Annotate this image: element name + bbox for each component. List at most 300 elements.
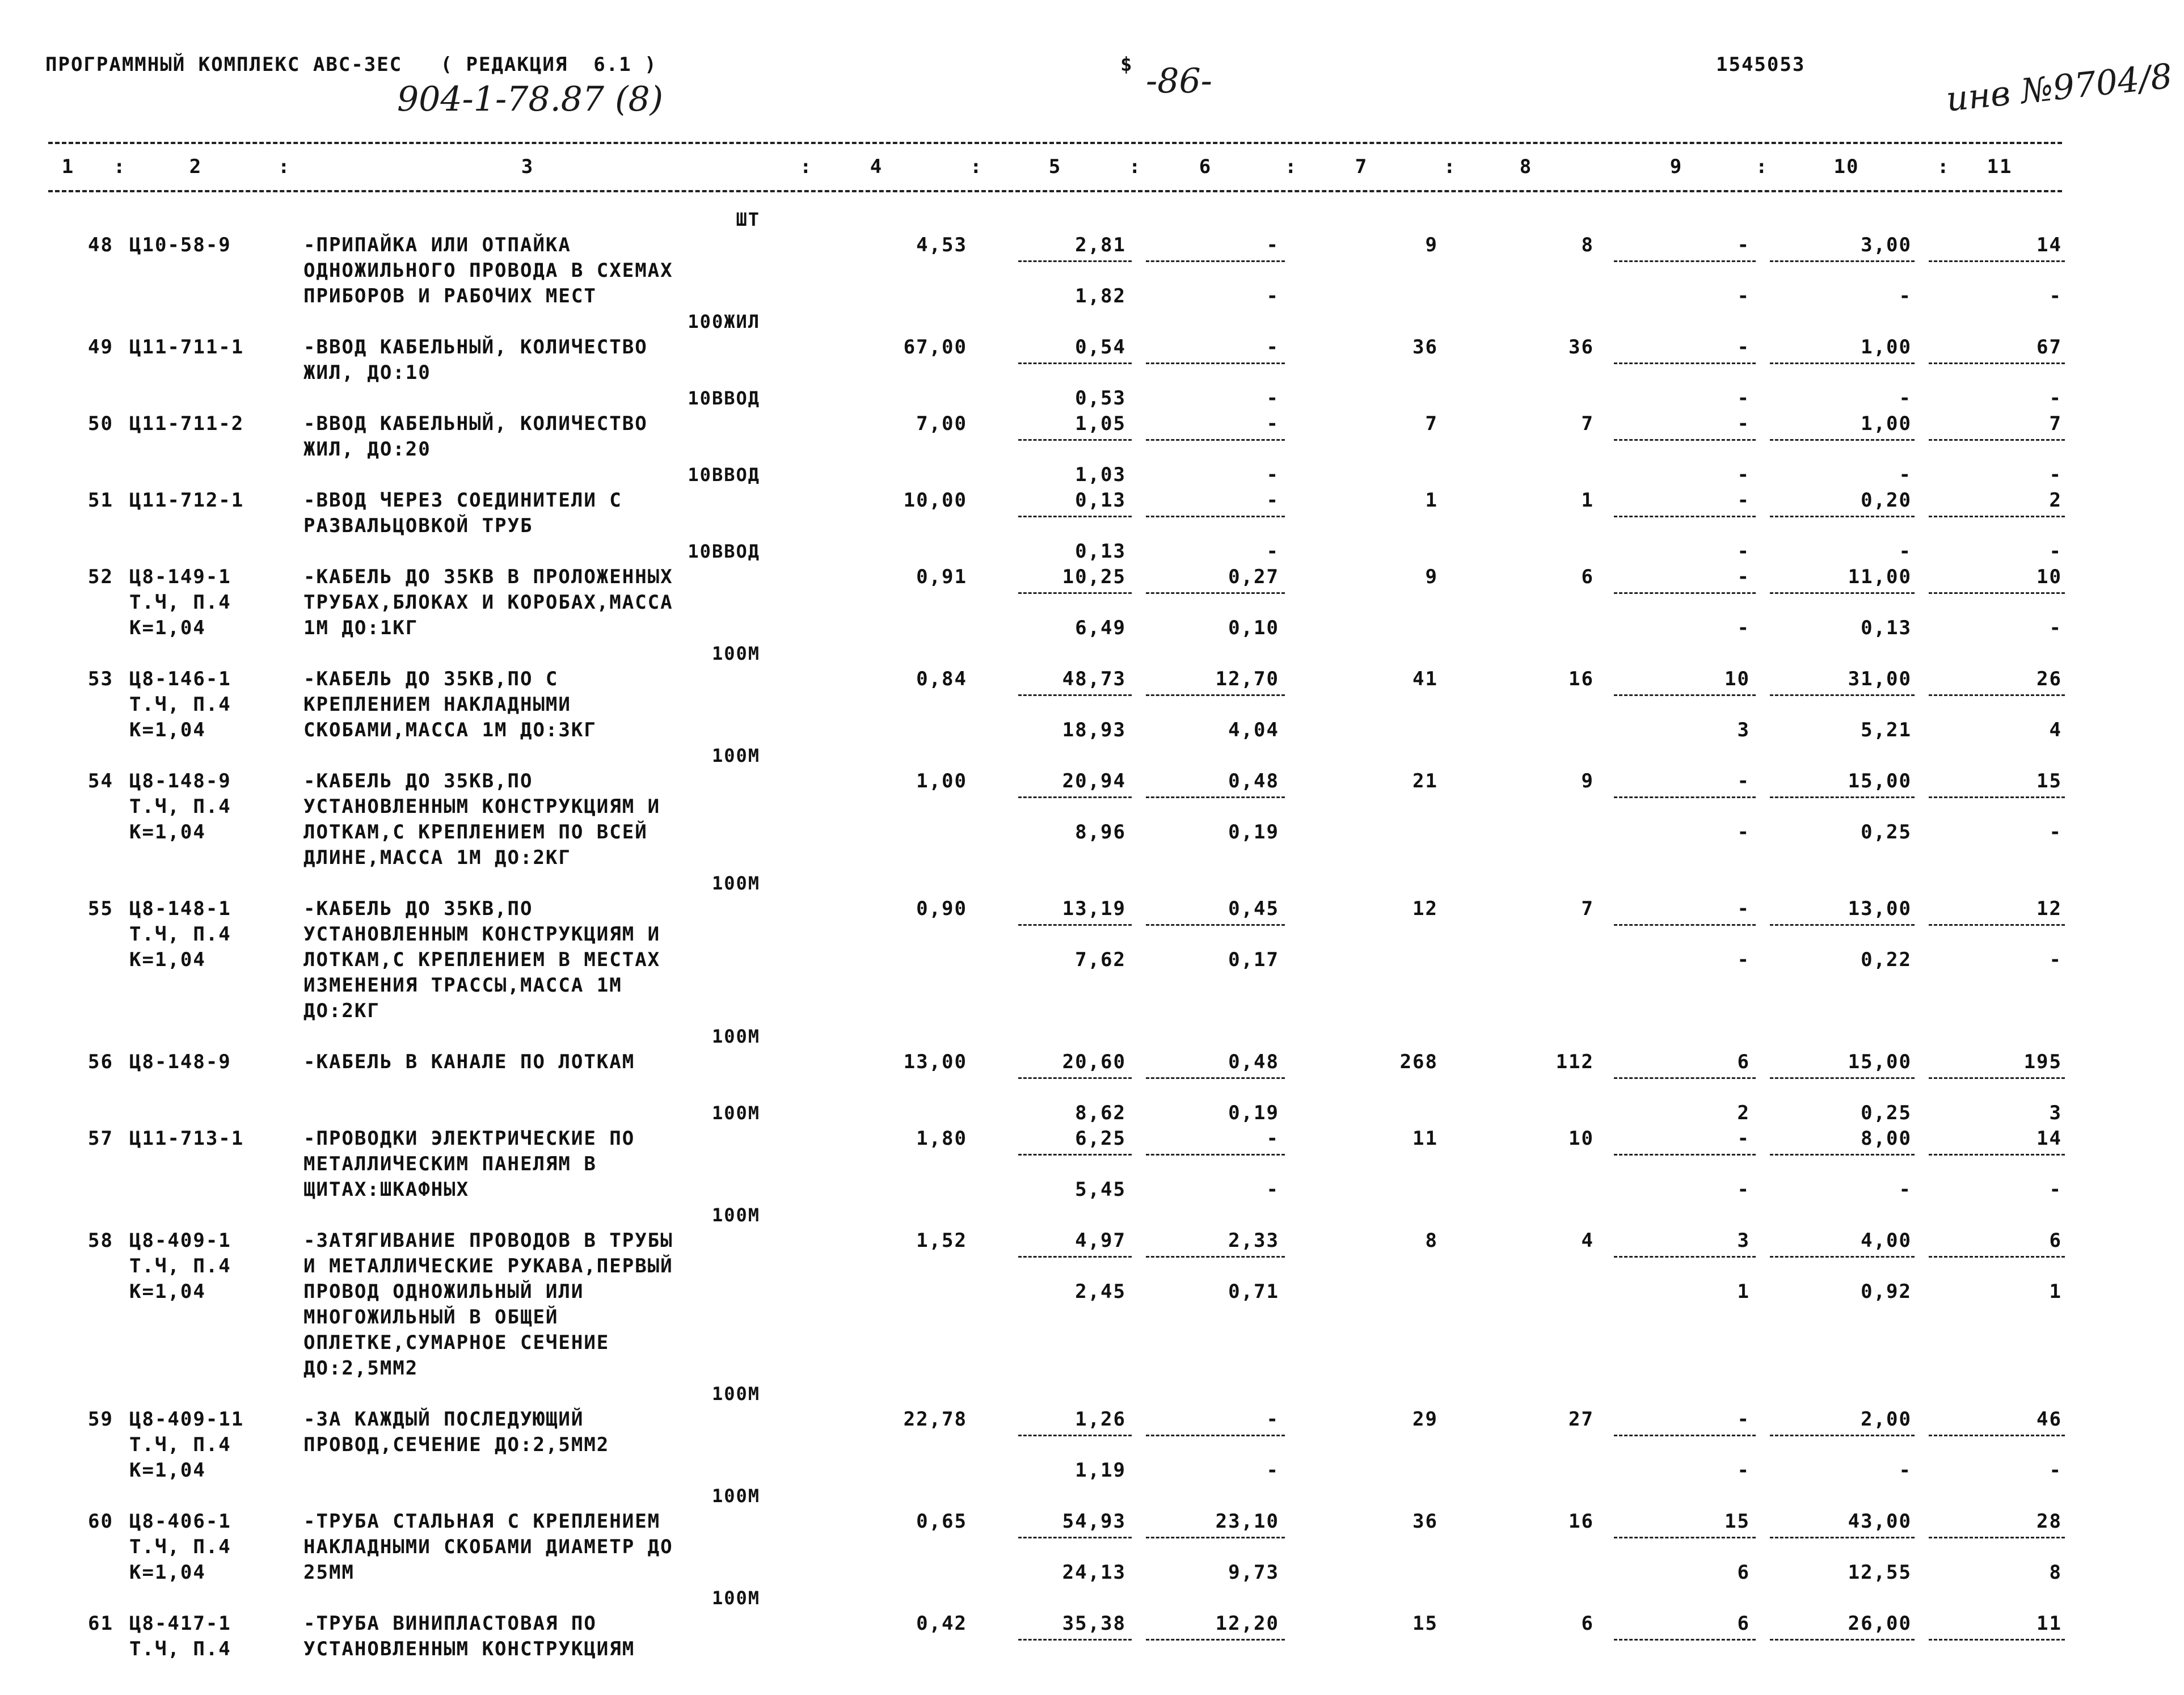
value-col-11-lower: 4 — [2049, 719, 2062, 741]
work-description: -ТРУБА СТАЛЬНАЯ С КРЕПЛЕНИЕМ — [303, 1510, 661, 1533]
value-col-11: 14 — [2037, 1127, 2062, 1150]
rate-code: К=1,04 — [129, 1561, 206, 1584]
value-col-10: 1,00 — [1861, 336, 1912, 359]
cell-divider — [1614, 1537, 1756, 1538]
value-col-9-lower: 3 — [1737, 719, 1750, 741]
quantity: 4,53 — [916, 234, 967, 256]
value-col-10: 1,00 — [1861, 412, 1912, 435]
cell-divider — [1018, 439, 1132, 441]
header-rule-top — [48, 142, 2062, 144]
dollar-mark: $ — [1120, 53, 1133, 76]
value-col-9-lower: - — [1737, 948, 1750, 971]
work-description: -КАБЕЛЬ В КАНАЛЕ ПО ЛОТКАМ — [303, 1051, 635, 1073]
value-col-10: 11,00 — [1848, 566, 1912, 588]
work-description: СКОБАМИ,МАССА 1М ДО:3КГ — [303, 719, 597, 741]
value-col-7: 41 — [1413, 668, 1438, 690]
value-col-9: - — [1737, 489, 1750, 512]
cell-divider — [1770, 260, 1915, 262]
work-description: -КАБЕЛЬ ДО 35КВ В ПРОЛОЖЕННЫХ — [303, 566, 673, 588]
work-description: -КАБЕЛЬ ДО 35КВ,ПО — [303, 897, 533, 920]
value-col-8: 16 — [1569, 1510, 1594, 1533]
cell-divider — [1146, 516, 1285, 517]
unit-of-measure: 100М — [711, 1026, 760, 1047]
work-description: МНОГОЖИЛЬНЫЙ В ОБЩЕЙ — [303, 1306, 559, 1329]
work-description: УСТАНОВЛЕННЫМ КОНСТРУКЦИЯМ — [303, 1638, 635, 1660]
work-description: -ТРУБА ВИНИПЛАСТОВАЯ ПО — [303, 1612, 597, 1635]
cell-divider — [1614, 592, 1756, 594]
value-col-5: 1,26 — [1075, 1408, 1126, 1431]
value-col-11-lower: - — [2049, 463, 2062, 486]
value-col-6: 0,45 — [1228, 897, 1279, 920]
rate-code: Ц11-711-2 — [129, 412, 244, 435]
work-description: ОПЛЕТКЕ,СУМАРНОЕ СЕЧЕНИЕ — [303, 1331, 610, 1354]
value-col-10-lower: 0,25 — [1861, 821, 1912, 844]
value-col-7: 36 — [1413, 1510, 1438, 1533]
value-col-10: 26,00 — [1848, 1612, 1912, 1635]
unit-of-measure: 10ВВОД — [688, 541, 760, 562]
value-col-9-lower: 1 — [1737, 1280, 1750, 1303]
value-col-9: 6 — [1737, 1051, 1750, 1073]
value-col-10-lower: 0,25 — [1861, 1102, 1912, 1124]
cell-divider — [1614, 362, 1756, 364]
value-col-8: 8 — [1581, 234, 1594, 256]
quantity: 67,00 — [903, 336, 967, 359]
value-col-9-lower: - — [1737, 1178, 1750, 1201]
work-description: -ПРОВОДКИ ЭЛЕКТРИЧЕСКИЕ ПО — [303, 1127, 635, 1150]
cell-divider — [1770, 1435, 1915, 1436]
value-col-8: 1 — [1581, 489, 1594, 512]
cell-divider — [1614, 1435, 1756, 1436]
value-col-9: 15 — [1725, 1510, 1750, 1533]
column-number-7: 7 — [1355, 155, 1368, 178]
value-col-10: 0,20 — [1861, 489, 1912, 512]
work-description: ДО:2,5ММ2 — [303, 1357, 419, 1380]
value-col-6-lower: 0,19 — [1228, 821, 1279, 844]
value-col-10: 15,00 — [1848, 1051, 1912, 1073]
work-description: -КАБЕЛЬ ДО 35КВ,ПО С — [303, 668, 559, 690]
rate-code: Ц8-417-1 — [129, 1612, 231, 1635]
value-col-11-lower: - — [2049, 285, 2062, 307]
cell-divider — [1018, 1639, 1132, 1641]
value-col-5: 4,97 — [1075, 1229, 1126, 1252]
value-col-10-lower: 0,92 — [1861, 1280, 1912, 1303]
value-col-7: 36 — [1413, 336, 1438, 359]
value-col-7: 8 — [1425, 1229, 1438, 1252]
cell-divider — [1146, 1435, 1285, 1436]
cell-divider — [1770, 924, 1915, 926]
rate-code: Ц8-409-1 — [129, 1229, 231, 1252]
column-number-8: 8 — [1519, 155, 1533, 178]
rate-code: Ц8-148-1 — [129, 897, 231, 920]
value-col-6-lower: - — [1266, 463, 1279, 486]
value-col-5-lower: 1,19 — [1075, 1459, 1126, 1482]
value-col-6-lower: 4,04 — [1228, 719, 1279, 741]
cell-divider — [1929, 694, 2065, 696]
cell-divider — [1614, 1256, 1756, 1258]
value-col-6: 0,27 — [1228, 566, 1279, 588]
value-col-5-lower: 24,13 — [1062, 1561, 1126, 1584]
value-col-10: 3,00 — [1861, 234, 1912, 256]
column-number-2: 2 — [189, 155, 203, 178]
quantity: 0,42 — [916, 1612, 967, 1635]
cell-divider — [1770, 1256, 1915, 1258]
row-number: 57 — [88, 1127, 113, 1150]
work-description: УСТАНОВЛЕННЫМ КОНСТРУКЦИЯМ И — [303, 795, 661, 818]
rate-code: Т.Ч, П.4 — [129, 591, 231, 614]
cell-divider — [1018, 516, 1132, 517]
rate-code: Ц8-148-9 — [129, 770, 231, 792]
value-col-9: - — [1737, 566, 1750, 588]
value-col-6: - — [1266, 489, 1279, 512]
cell-divider — [1929, 1435, 2065, 1436]
page-number-handwritten: -86- — [1146, 61, 1212, 101]
value-col-11-lower: 8 — [2049, 1561, 2062, 1584]
rate-code: К=1,04 — [129, 1280, 206, 1303]
value-col-8: 6 — [1581, 566, 1594, 588]
cell-divider — [1929, 796, 2065, 798]
inventory-number-handwritten: инв №9704/8 — [1944, 56, 2174, 120]
value-col-5: 20,94 — [1062, 770, 1126, 792]
value-col-7: 9 — [1425, 566, 1438, 588]
value-col-11: 14 — [2037, 234, 2062, 256]
value-col-10-lower: - — [1899, 1459, 1912, 1482]
value-col-11-lower: - — [2049, 948, 2062, 971]
unit-of-measure: 100М — [711, 872, 760, 894]
cell-divider — [1929, 362, 2065, 364]
value-col-5-lower: 1,82 — [1075, 285, 1126, 307]
work-description: ЛОТКАМ,С КРЕПЛЕНИЕМ В МЕСТАХ — [303, 948, 661, 971]
column-number-1: 1 — [61, 155, 75, 178]
value-col-11: 12 — [2037, 897, 2062, 920]
value-col-11: 28 — [2037, 1510, 2062, 1533]
value-col-5-lower: 8,62 — [1075, 1102, 1126, 1124]
work-description: РАЗВАЛЬЦОВКОЙ ТРУБ — [303, 515, 533, 537]
cell-divider — [1146, 439, 1285, 441]
rate-code: Ц8-148-9 — [129, 1051, 231, 1073]
column-separator: : — [1285, 155, 1298, 178]
work-description: 25ММ — [303, 1561, 355, 1584]
value-col-8: 10 — [1569, 1127, 1594, 1150]
quantity: 22,78 — [903, 1408, 967, 1431]
rate-code: Ц11-713-1 — [129, 1127, 244, 1150]
value-col-8: 112 — [1555, 1051, 1594, 1073]
rate-code: Т.Ч, П.4 — [129, 693, 231, 716]
value-col-6: - — [1266, 1127, 1279, 1150]
quantity: 10,00 — [903, 489, 967, 512]
value-col-10: 43,00 — [1848, 1510, 1912, 1533]
row-number: 54 — [88, 770, 113, 792]
value-col-9-lower: 6 — [1737, 1561, 1750, 1584]
work-description: МЕТАЛЛИЧЕСКИМ ПАНЕЛЯМ В — [303, 1153, 597, 1175]
value-col-9-lower: - — [1737, 540, 1750, 563]
value-col-11: 10 — [2037, 566, 2062, 588]
value-col-5-lower: 0,13 — [1075, 540, 1126, 563]
value-col-6-lower: 0,19 — [1228, 1102, 1279, 1124]
cell-divider — [1929, 1537, 2065, 1538]
work-description: ПРОВОД,СЕЧЕНИЕ ДО:2,5ММ2 — [303, 1433, 610, 1456]
work-description: -ПРИПАЙКА ИЛИ ОТПАЙКА — [303, 234, 571, 256]
value-col-5: 1,05 — [1075, 412, 1126, 435]
cell-divider — [1018, 924, 1132, 926]
unit-of-measure: 100М — [711, 745, 760, 766]
row-number: 55 — [88, 897, 113, 920]
quantity: 0,91 — [916, 566, 967, 588]
work-description: -ВВОД КАБЕЛЬНЫЙ, КОЛИЧЕСТВО — [303, 336, 648, 359]
value-col-5-lower: 18,93 — [1062, 719, 1126, 741]
value-col-10: 31,00 — [1848, 668, 1912, 690]
value-col-6: 2,33 — [1228, 1229, 1279, 1252]
column-separator: : — [1129, 155, 1142, 178]
cell-divider — [1929, 592, 2065, 594]
cell-divider — [1146, 796, 1285, 798]
cell-divider — [1929, 1154, 2065, 1156]
value-col-10: 15,00 — [1848, 770, 1912, 792]
row-number: 51 — [88, 489, 113, 512]
value-col-5: 35,38 — [1062, 1612, 1126, 1635]
value-col-9: - — [1737, 412, 1750, 435]
value-col-5: 0,54 — [1075, 336, 1126, 359]
value-col-11: 195 — [2023, 1051, 2062, 1073]
cell-divider — [1929, 439, 2065, 441]
rate-code: Ц11-712-1 — [129, 489, 244, 512]
value-col-6-lower: 9,73 — [1228, 1561, 1279, 1584]
rate-code: Т.Ч, П.4 — [129, 1433, 231, 1456]
value-col-6-lower: - — [1266, 1459, 1279, 1482]
value-col-5-lower: 1,03 — [1075, 463, 1126, 486]
rate-code: К=1,04 — [129, 948, 206, 971]
column-number-5: 5 — [1048, 155, 1062, 178]
value-col-9: 10 — [1725, 668, 1750, 690]
value-col-6-lower: - — [1266, 285, 1279, 307]
value-col-6-lower: - — [1266, 387, 1279, 410]
work-description: ЩИТАХ:ШКАФНЫХ — [303, 1178, 470, 1201]
work-description: ДО:2КГ — [303, 1000, 380, 1022]
cell-divider — [1146, 1639, 1285, 1641]
cell-divider — [1614, 1154, 1756, 1156]
value-col-6: - — [1266, 234, 1279, 256]
value-col-6: 23,10 — [1215, 1510, 1279, 1533]
cell-divider — [1770, 1154, 1915, 1156]
value-col-5-lower: 2,45 — [1075, 1280, 1126, 1303]
column-separator: : — [278, 155, 291, 178]
value-col-10-lower: - — [1899, 1178, 1912, 1201]
row-number: 49 — [88, 336, 113, 359]
rate-code: Ц8-406-1 — [129, 1510, 231, 1533]
row-number: 56 — [88, 1051, 113, 1073]
row-number: 58 — [88, 1229, 113, 1252]
row-number: 48 — [88, 234, 113, 256]
value-col-9: - — [1737, 234, 1750, 256]
value-col-10: 13,00 — [1848, 897, 1912, 920]
quantity: 0,90 — [916, 897, 967, 920]
cell-divider — [1146, 1154, 1285, 1156]
row-number: 52 — [88, 566, 113, 588]
work-description: -ЗАТЯГИВАНИЕ ПРОВОДОВ В ТРУБЫ — [303, 1229, 673, 1252]
rate-code: Ц10-58-9 — [129, 234, 231, 256]
value-col-6-lower: 0,71 — [1228, 1280, 1279, 1303]
work-description: ПРОВОД ОДНОЖИЛЬНЫЙ ИЛИ — [303, 1280, 584, 1303]
value-col-11-lower: - — [2049, 1459, 2062, 1482]
cell-divider — [1018, 592, 1132, 594]
row-number: 61 — [88, 1612, 113, 1635]
value-col-11: 15 — [2037, 770, 2062, 792]
work-description: ЖИЛ, ДО:10 — [303, 361, 431, 384]
column-separator: : — [1756, 155, 1769, 178]
cell-divider — [1018, 796, 1132, 798]
value-col-11-lower: - — [2049, 1178, 2062, 1201]
value-col-9: - — [1737, 336, 1750, 359]
value-col-6: 0,48 — [1228, 1051, 1279, 1073]
cell-divider — [1770, 1639, 1915, 1641]
value-col-11: 6 — [2049, 1229, 2062, 1252]
cell-divider — [1018, 1537, 1132, 1538]
value-col-6: 12,70 — [1215, 668, 1279, 690]
value-col-9-lower: - — [1737, 821, 1750, 844]
work-description: -ЗА КАЖДЫЙ ПОСЛЕДУЮЩИЙ — [303, 1408, 584, 1431]
cell-divider — [1146, 1077, 1285, 1079]
value-col-9-lower: - — [1737, 1459, 1750, 1482]
value-col-7: 7 — [1425, 412, 1438, 435]
cell-divider — [1146, 592, 1285, 594]
cell-divider — [1018, 694, 1132, 696]
cell-divider — [1770, 439, 1915, 441]
column-separator: : — [1937, 155, 1950, 178]
unit-of-measure: 100ЖИЛ — [688, 311, 760, 332]
work-description: ДЛИНЕ,МАССА 1М ДО:2КГ — [303, 846, 571, 869]
cell-divider — [1018, 1435, 1132, 1436]
value-col-11-lower: 3 — [2049, 1102, 2062, 1124]
value-col-8: 6 — [1581, 1612, 1594, 1635]
rate-code: К=1,04 — [129, 1459, 206, 1482]
column-number-11: 11 — [1987, 155, 2013, 178]
value-col-10-lower: - — [1899, 540, 1912, 563]
column-separator: : — [1444, 155, 1457, 178]
work-description: ЛОТКАМ,С КРЕПЛЕНИЕМ ПО ВСЕЙ — [303, 821, 648, 844]
value-col-8: 16 — [1569, 668, 1594, 690]
value-col-11-lower: - — [2049, 540, 2062, 563]
cell-divider — [1614, 1639, 1756, 1641]
value-col-5-lower: 5,45 — [1075, 1178, 1126, 1201]
value-col-5: 20,60 — [1062, 1051, 1126, 1073]
cell-divider — [1929, 516, 2065, 517]
rate-code: Т.Ч, П.4 — [129, 1638, 231, 1660]
cell-divider — [1614, 924, 1756, 926]
value-col-8: 36 — [1569, 336, 1594, 359]
value-col-7: 15 — [1413, 1612, 1438, 1635]
cell-divider — [1018, 1077, 1132, 1079]
column-number-10: 10 — [1833, 155, 1860, 178]
value-col-5: 48,73 — [1062, 668, 1126, 690]
unit-of-measure: 100М — [711, 1102, 760, 1124]
cell-divider — [1614, 1077, 1756, 1079]
value-col-11-lower: - — [2049, 617, 2062, 639]
work-description: УСТАНОВЛЕННЫМ КОНСТРУКЦИЯМ И — [303, 923, 661, 946]
value-col-5: 6,25 — [1075, 1127, 1126, 1150]
value-col-10: 4,00 — [1861, 1229, 1912, 1252]
cell-divider — [1146, 924, 1285, 926]
value-col-8: 7 — [1581, 412, 1594, 435]
cell-divider — [1018, 1154, 1132, 1156]
value-col-8: 27 — [1569, 1408, 1594, 1431]
row-number: 53 — [88, 668, 113, 690]
column-separator: : — [800, 155, 813, 178]
value-col-5: 10,25 — [1062, 566, 1126, 588]
unit-of-measure: 10ВВОД — [688, 387, 760, 409]
value-col-9-lower: - — [1737, 463, 1750, 486]
work-description: КРЕПЛЕНИЕМ НАКЛАДНЫМИ — [303, 693, 571, 716]
rate-code: Т.Ч, П.4 — [129, 923, 231, 946]
cell-divider — [1929, 1256, 2065, 1258]
value-col-6-lower: - — [1266, 1178, 1279, 1201]
cell-divider — [1929, 260, 2065, 262]
value-col-10-lower: - — [1899, 285, 1912, 307]
column-separator: : — [113, 155, 127, 178]
unit-of-measure: 100М — [711, 1485, 760, 1507]
unit-of-measure: 100М — [711, 1587, 760, 1609]
rate-code: К=1,04 — [129, 719, 206, 741]
cell-divider — [1929, 1077, 2065, 1079]
rate-code: Т.Ч, П.4 — [129, 1536, 231, 1558]
value-col-9: - — [1737, 1127, 1750, 1150]
cell-divider — [1770, 362, 1915, 364]
value-col-10-lower: 5,21 — [1861, 719, 1912, 741]
cell-divider — [1770, 516, 1915, 517]
value-col-7: 9 — [1425, 234, 1438, 256]
value-col-8: 9 — [1581, 770, 1594, 792]
work-description: ОДНОЖИЛЬНОГО ПРОВОДА В СХЕМАХ — [303, 259, 673, 282]
value-col-10-lower: - — [1899, 463, 1912, 486]
value-col-10: 2,00 — [1861, 1408, 1912, 1431]
value-col-10-lower: 0,22 — [1861, 948, 1912, 971]
quantity: 1,52 — [916, 1229, 967, 1252]
quantity: 7,00 — [916, 412, 967, 435]
value-col-6-lower: - — [1266, 540, 1279, 563]
cell-divider — [1146, 694, 1285, 696]
value-col-8: 7 — [1581, 897, 1594, 920]
value-col-7: 268 — [1399, 1051, 1438, 1073]
column-number-9: 9 — [1669, 155, 1683, 178]
cell-divider — [1146, 1537, 1285, 1538]
work-description: НАКЛАДНЫМИ СКОБАМИ ДИАМЕТР ДО — [303, 1536, 673, 1558]
value-col-6-lower: 0,10 — [1228, 617, 1279, 639]
value-col-9: 3 — [1737, 1229, 1750, 1252]
rate-code: Т.Ч, П.4 — [129, 1255, 231, 1277]
unit-of-measure: 100М — [711, 1383, 760, 1405]
work-description: ИЗМЕНЕНИЯ ТРАССЫ,МАССА 1М — [303, 974, 622, 997]
program-title: ПРОГРАММНЫЙ КОМПЛЕКС АВС-3ЕС ( РЕДАКЦИЯ 6.1 ) — [45, 53, 657, 76]
row-number: 50 — [88, 412, 113, 435]
value-col-10-lower: 0,13 — [1861, 617, 1912, 639]
value-col-5-lower: 0,53 — [1075, 387, 1126, 410]
rate-code: Т.Ч, П.4 — [129, 795, 231, 818]
value-col-5: 54,93 — [1062, 1510, 1126, 1533]
value-col-10-lower: 12,55 — [1848, 1561, 1912, 1584]
value-col-6: 0,48 — [1228, 770, 1279, 792]
cell-divider — [1146, 362, 1285, 364]
quantity: 0,65 — [916, 1510, 967, 1533]
value-col-6: - — [1266, 412, 1279, 435]
value-col-9-lower: 2 — [1737, 1102, 1750, 1124]
unit-of-measure: ШТ — [736, 209, 760, 230]
rate-code: Ц8-409-11 — [129, 1408, 244, 1431]
value-col-9-lower: - — [1737, 387, 1750, 410]
cell-divider — [1146, 260, 1285, 262]
row-number: 60 — [88, 1510, 113, 1533]
cell-divider — [1770, 1537, 1915, 1538]
value-col-8: 4 — [1581, 1229, 1594, 1252]
unit-of-measure: 100М — [711, 643, 760, 664]
cell-divider — [1929, 1639, 2065, 1641]
